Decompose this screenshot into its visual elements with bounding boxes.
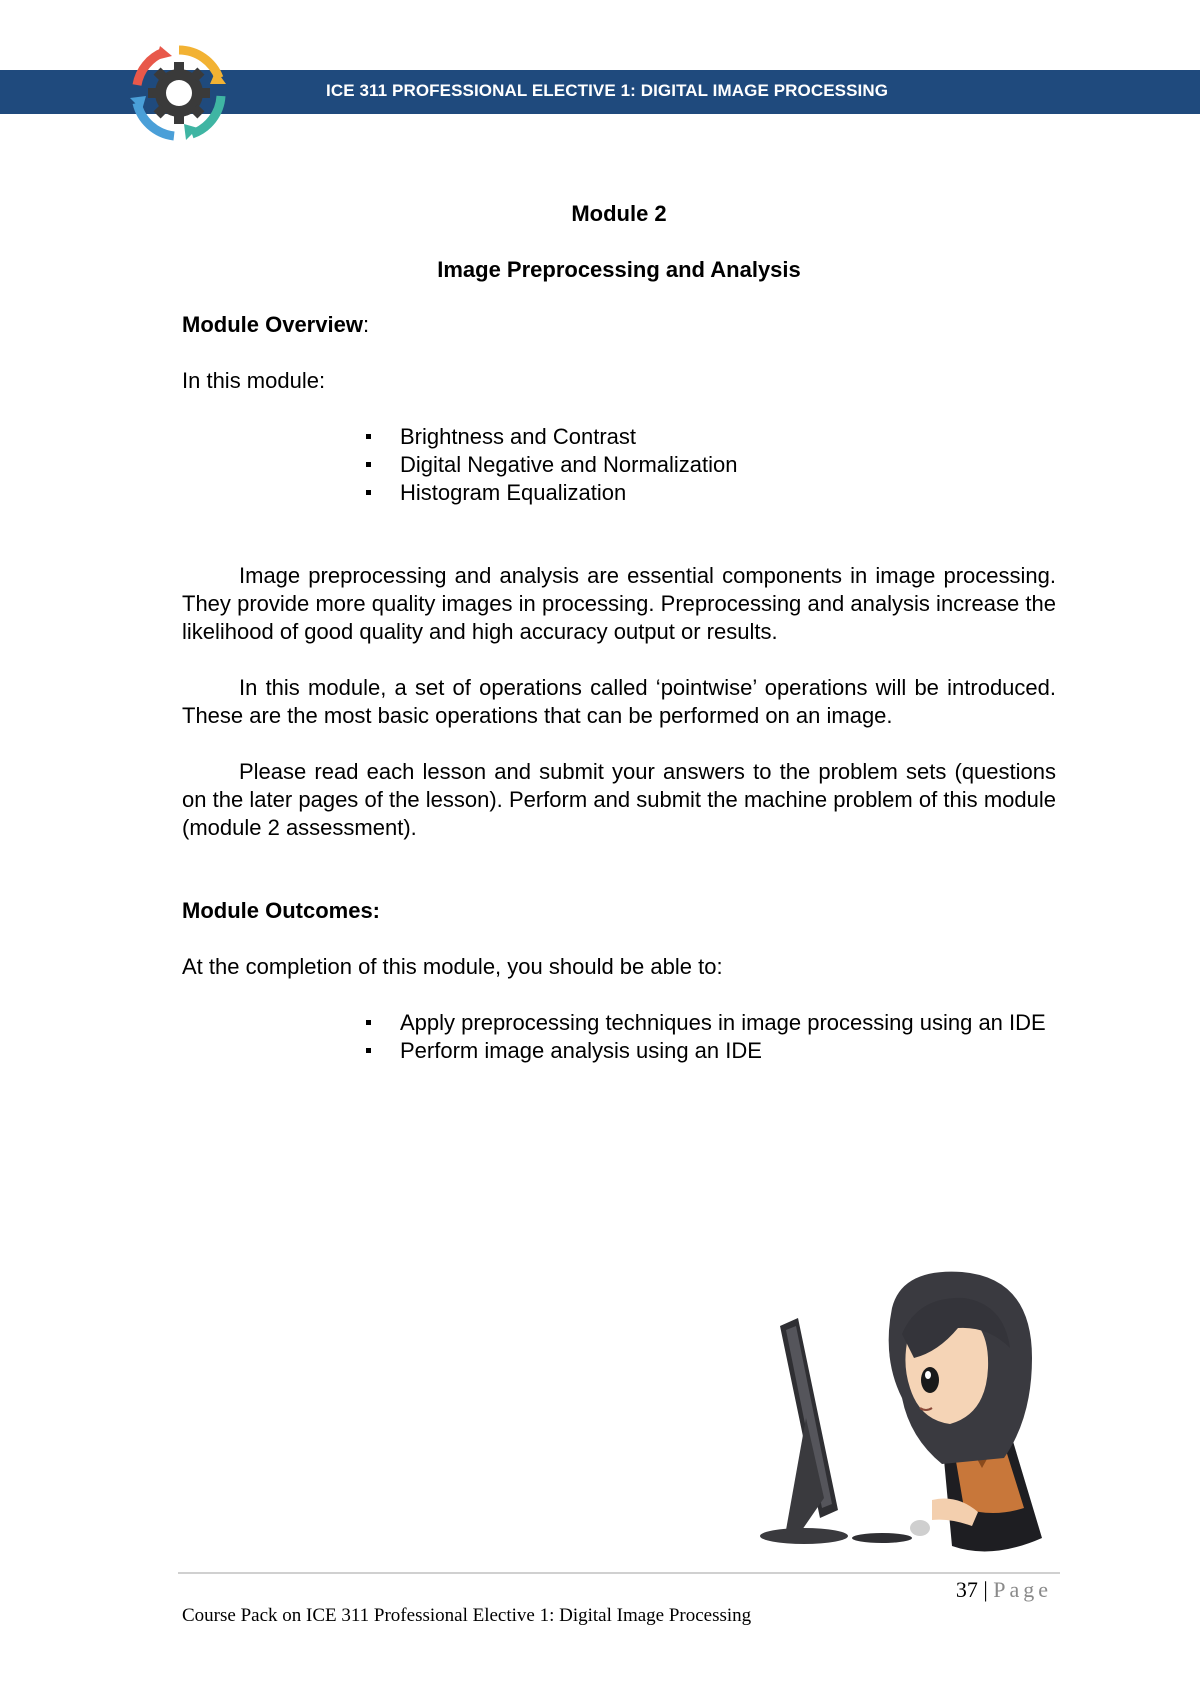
outcome-list [182,1009,1056,1065]
module-title: Image Preprocessing and Analysis [437,257,801,282]
list-item [400,451,1056,479]
page-label: Page [993,1577,1052,1602]
list-item-text: Digital Negative and Normalization [400,452,738,477]
list-item-text: Apply preprocessing techniques in image processing using an IDE [400,1010,1046,1035]
overview-heading-label: Module Overview [182,312,363,337]
page-separator: | [983,1577,988,1602]
list-item [400,423,1056,451]
overview-heading [182,311,1056,339]
list-item-text: Perform image analysis using an IDE [400,1038,762,1063]
student-at-computer-icon [742,1268,1062,1558]
overview-heading-colon: : [362,312,370,337]
page-number [956,1577,1052,1603]
header-title: ICE 311 PROFESSIONAL ELECTIVE 1: DIGITAL IMAGE PROCESSING [326,81,889,100]
overview-intro: In this module: [182,368,326,393]
module-content [182,196,1056,1065]
square-bullet-icon [366,1048,371,1053]
page-number-value: 37 [955,1577,978,1602]
footer-course-text: Course Pack on ICE 311 Professional Elective 1: Digital Image Processing [182,1605,752,1626]
module-number: Module 2 [571,201,667,226]
overview-paragraph: In this module, a set of operations called ‘pointwise’ operations will be introduced. These are the most basic operations that can be performed on an image. [182,675,1056,728]
list-item-text: Brightness and Contrast [400,424,637,449]
overview-paragraph: Image preprocessing and analysis are essential components in image processing. They provide more quality images in processing. Preprocessing and analysis increase the likelihood of good quality and high accuracy output or results. [182,563,1056,644]
list-item [400,1037,1056,1065]
square-bullet-icon [366,434,371,439]
square-bullet-icon [366,1020,371,1025]
square-bullet-icon [366,462,371,467]
list-item-text: Histogram Equalization [400,480,627,505]
gear-cycle-icon [124,38,234,148]
list-item [400,1009,1056,1037]
overview-paragraph: Please read each lesson and submit your answers to the problem sets (questions on the later pages of the lesson). Perform and submit the machine problem of this module (module 2 assessment). [182,759,1056,840]
list-item [400,479,1056,507]
outcomes-intro: At the completion of this module, you should be able to: [182,954,723,979]
outcomes-heading: Module Outcomes: [182,898,381,923]
footer-divider [178,1572,1060,1574]
square-bullet-icon [366,490,371,495]
topic-list [182,423,1056,507]
